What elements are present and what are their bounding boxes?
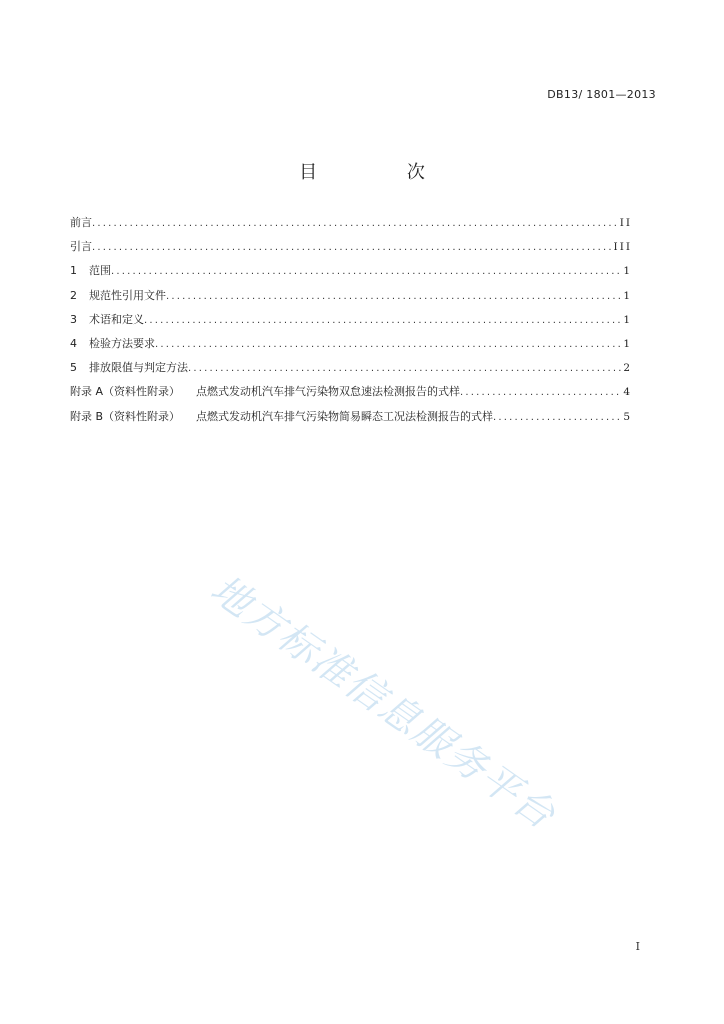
toc-leader-dots xyxy=(493,412,621,423)
toc-leader-dots xyxy=(166,291,621,302)
toc-entry-introduction[interactable] xyxy=(70,238,632,262)
toc-leader-dots xyxy=(92,218,618,229)
toc-entry-test-method-requirements[interactable] xyxy=(70,335,632,359)
toc-leader-dots xyxy=(111,266,621,277)
toc-title: 目 次 xyxy=(299,162,467,183)
toc-entry-foreword[interactable] xyxy=(70,214,632,238)
toc-entry-number: 3 xyxy=(70,312,77,326)
watermark-text: 地方标准信息服务平台 xyxy=(202,566,564,839)
toc-entry-number: 2 xyxy=(70,288,77,302)
toc-entry-page: 4 xyxy=(623,386,632,399)
toc-entry-appendix-a[interactable] xyxy=(70,383,632,407)
toc-entry-label: 规范性引用文件 xyxy=(89,288,166,302)
toc-entry-subtitle: 点燃式发动机汽车排气污染物双怠速法检测报告的式样 xyxy=(196,385,461,399)
toc-entry-page: III xyxy=(613,241,632,254)
toc-entry-scope[interactable] xyxy=(70,262,632,286)
toc-entry-page: 1 xyxy=(623,265,632,278)
standard-code: DB13/ 1801—2013 xyxy=(547,88,656,101)
toc-leader-dots xyxy=(92,242,612,253)
toc-entry-label: 附录 B（资料性附录） xyxy=(70,409,181,423)
toc-entry-appendix-b[interactable] xyxy=(70,408,632,432)
toc-leader-dots xyxy=(155,339,621,350)
toc-entry-label: 检验方法要求 xyxy=(89,336,155,350)
toc-entry-page: 1 xyxy=(623,337,632,350)
toc-entry-page: 1 xyxy=(623,289,632,302)
toc-leader-dots xyxy=(460,387,621,398)
toc-entry-number: 4 xyxy=(70,336,77,350)
toc-entry-number: 1 xyxy=(70,264,77,278)
toc-entry-page: II xyxy=(619,217,632,229)
toc-entry-page: 5 xyxy=(623,410,632,423)
toc-entry-page: 1 xyxy=(623,313,632,326)
toc-leader-dots xyxy=(144,315,621,326)
toc-entry-emission-limits[interactable] xyxy=(70,359,632,383)
toc-leader-dots xyxy=(188,363,621,374)
toc-entry-label: 排放限值与判定方法 xyxy=(89,361,188,375)
toc-entry-label: 术语和定义 xyxy=(89,312,144,326)
toc-entry-normative-references[interactable] xyxy=(70,287,632,311)
toc-entry-label: 附录 A（资料性附录） xyxy=(70,385,181,399)
page-number: I xyxy=(635,940,640,953)
toc-entry-label: 引言 xyxy=(70,240,92,254)
toc-entry-number: 5 xyxy=(70,361,77,375)
table-of-contents xyxy=(70,214,632,432)
toc-entry-terms-definitions[interactable] xyxy=(70,311,632,335)
toc-entry-page: 2 xyxy=(623,362,632,375)
toc-entry-label: 前言 xyxy=(70,216,92,229)
toc-entry-label: 范围 xyxy=(89,264,111,278)
toc-entry-subtitle: 点燃式发动机汽车排气污染物简易瞬态工况法检测报告的式样 xyxy=(196,409,494,423)
